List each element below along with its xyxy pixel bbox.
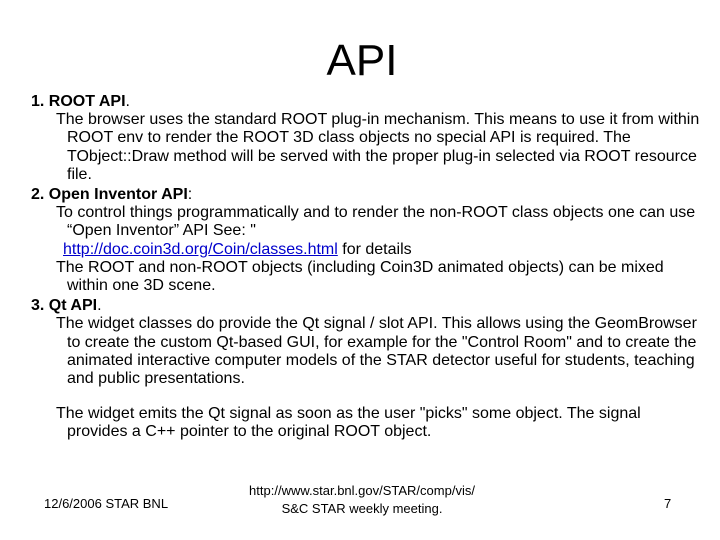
section-qt-api bbox=[31, 297, 701, 441]
slide-body bbox=[31, 93, 701, 444]
coin3d-classes-link[interactable]: http://doc.coin3d.org/Coin/classes.html bbox=[63, 240, 338, 258]
section-paragraph-2: The ROOT and non-ROOT objects (including Coin3D animated objects) can be mixed within one 3D scene. bbox=[56, 258, 664, 295]
link-line bbox=[31, 241, 701, 259]
footer-center bbox=[222, 482, 502, 518]
link-suffix: for details bbox=[337, 240, 412, 258]
slide-title: API bbox=[326, 36, 398, 85]
section-heading: 1. ROOT API. bbox=[31, 93, 130, 110]
section-paragraph: The browser uses the standard ROOT plug-in mechanism. This means to use it from within ROOT env to render the ROOT 3D class objects no special API is required. The TObject::Draw method will be served with the proper plug-in selected via ROOT resource file. bbox=[56, 111, 700, 183]
footer-date: 12/6/2006 STAR BNL bbox=[44, 496, 169, 511]
spacer bbox=[31, 388, 701, 405]
footer-meeting: S&C STAR weekly meeting. bbox=[281, 501, 443, 516]
section-heading: 3. Qt API. bbox=[31, 297, 102, 315]
section-paragraph-2: The widget emits the Qt signal as soon as the user "picks" some object. The signal provides a C++ pointer to the original ROOT object. bbox=[56, 405, 641, 441]
section-open-inventor-api bbox=[31, 186, 701, 295]
footer-url: http://www.star.bnl.gov/STAR/comp/vis/ bbox=[249, 483, 475, 498]
section-paragraph: The widget classes do provide the Qt signal / slot API. This allows using the GeomBrowser to create the custom Qt-based GUI, for example for the "Control Room" and to create the animated interactive computer models of the STAR detector useful for students, teaching and public presentations. bbox=[56, 315, 697, 388]
section-heading: 2. Open Inventor API: bbox=[31, 186, 193, 204]
page-number: 7 bbox=[664, 496, 672, 511]
section-root-api bbox=[31, 93, 701, 184]
section-paragraph: To control things programmatically and to render the non-ROOT class objects one can use “Open Inventor” API See: " bbox=[56, 204, 696, 240]
